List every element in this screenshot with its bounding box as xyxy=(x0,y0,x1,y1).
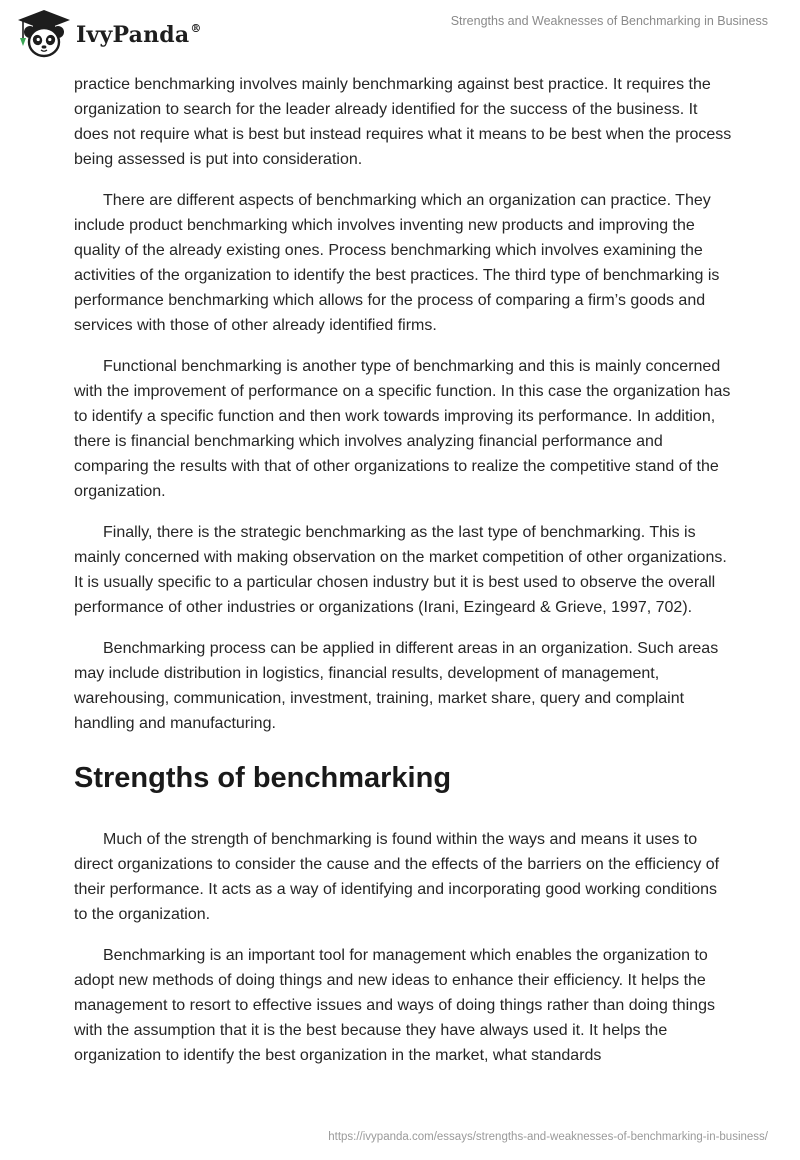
paragraph: Functional benchmarking is another type of benchmarking and this is mainly concerned with the improvement of performance on a specific function. In this case the organization has to identify a specific function and then work towards improving its performance. In addition, there is financial benchmarking which involves analyzing financial performance and comparing the results with that of other organizations to realize the competitive stand of the organization. xyxy=(74,358,731,500)
page-header xyxy=(0,0,800,70)
paragraph: Benchmarking process can be applied in different areas in an organization. Such areas may include distribution in logistics, financial results, development of management, warehousing, communication, investment, training, market share, query and complaint handling and manufacturing. xyxy=(74,640,719,732)
paragraph: practice benchmarking involves mainly benchmarking against best practice. It requires the organization to search for the leader already identified for the success of the business. It does not require what is best but instead requires what it means to be best when the process being assessed is put into consideration. xyxy=(74,76,732,168)
paragraph: Benchmarking is an important tool for management which enables the organization to adopt new methods of doing things and new ideas to enhance their efficiency. It helps the management to resort to effective issues and ways of doing things rather than doing things with the assumption that it is the best because they have always used it. It helps the organization to identify the best organization in the market, what standards xyxy=(74,947,715,1064)
paragraph: Finally, there is the strategic benchmarking as the last type of benchmarking. This is mainly concerned with making observation on the market competition of other organizations. It is usually specific to a particular chosen industry but it is best used to observe the overall performance of other industries or organizations (Irani, Ezingeard & Grieve, 1997, 702). xyxy=(74,524,727,616)
paragraph: There are different aspects of benchmarking which an organization can practice. They include product benchmarking which involves inventing new products and improving the quality of the already existing ones. Process benchmarking which involves examining the activities of the organization to identify the best practices. The third type of benchmarking is performance benchmarking which allows for the process of comparing a firm’s goods and services with those of other already identified firms. xyxy=(74,192,720,334)
document-title: Strengths and Weaknesses of Benchmarking in Business xyxy=(450,14,768,28)
panda-graduation-icon xyxy=(14,8,74,60)
ivypanda-logo[interactable] xyxy=(14,8,202,60)
logo-wordmark: IvyPanda® xyxy=(76,21,202,48)
section-heading: Strengths of benchmarking xyxy=(74,762,452,794)
essay-body xyxy=(74,72,734,1084)
source-url[interactable]: https://ivypanda.com/essays/strengths-and-weaknesses-of-benchmarking-in-business/ xyxy=(328,1131,768,1143)
paragraph: Much of the strength of benchmarking is found within the ways and means it uses to direct organizations to consider the cause and the effects of the barriers on the efficiency of their performance. It acts as a way of identifying and incorporating good working conditions to the organization. xyxy=(74,831,720,923)
